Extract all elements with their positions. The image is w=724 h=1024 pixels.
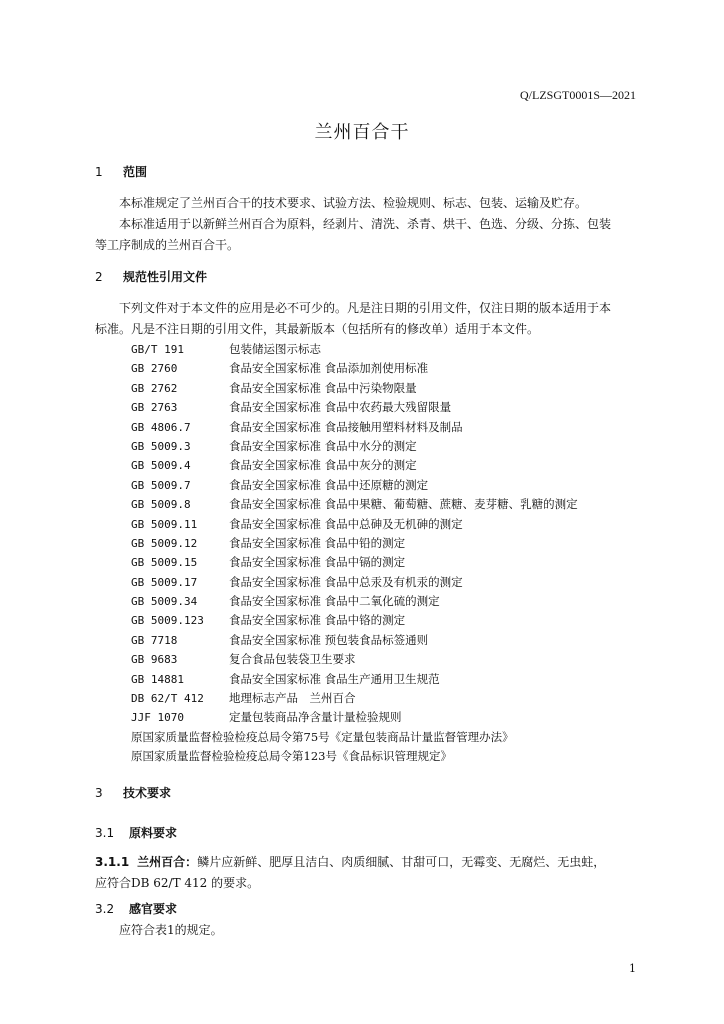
reference-title: 食品安全国家标准 食品中灰分的测定 <box>229 458 417 473</box>
section-number: 3.2 <box>95 902 115 916</box>
reference-code: GB 2760 <box>131 362 178 376</box>
reference-title: 原国家质量监督检验检疫总局令第123号《食品标识管理规定》 <box>131 749 452 764</box>
section-3-1-heading <box>95 824 177 841</box>
document-title: 兰州百合干 <box>314 122 410 143</box>
reference-title: 食品安全国家标准 食品中污染物限量 <box>229 380 417 395</box>
reference-code: GB 2762 <box>131 381 178 395</box>
section-2-intro <box>95 298 640 340</box>
clause-text: 鳞片应新鲜、肥厚且洁白、肉质细腻、甘甜可口，无霉变、无腐烂、无虫蛀， <box>197 855 606 869</box>
section-title: 技术要求 <box>123 786 172 800</box>
section-title: 范围 <box>123 165 148 179</box>
reference-item <box>131 359 578 378</box>
clause-term: 兰州百合： <box>137 855 198 869</box>
reference-code: GB/T 191 <box>131 343 184 356</box>
reference-title: 食品安全国家标准 食品中铬的测定 <box>229 613 406 628</box>
reference-title: 食品安全国家标准 食品中还原糖的测定 <box>229 477 429 492</box>
reference-item <box>131 670 578 689</box>
reference-title: 包装储运图示标志 <box>229 342 321 356</box>
section-3-2-heading <box>95 900 177 917</box>
normative-reference-list <box>131 340 578 767</box>
clause-number: 3.1.1 <box>95 855 130 869</box>
standard-code: Q/LZSGT0001S—2021 <box>519 88 636 102</box>
paragraph-continuation: 标准。凡是不注日期的引用文件，其最新版本（包括所有的修改单）适用于本文件。 <box>95 322 540 336</box>
reference-title: 食品安全国家标准 食品中铅的测定 <box>229 535 406 550</box>
reference-title: 食品安全国家标准 食品生产通用卫生规范 <box>229 671 440 686</box>
reference-title: 食品安全国家标准 食品中二氧化硫的测定 <box>229 594 440 609</box>
paragraph: 下列文件对于本文件的应用是必不可少的。凡是注日期的引用文件，仅注日期的版本适用于本 <box>119 301 612 315</box>
reference-title: 原国家质量监督检验检疫总局令第75号《定量包装商品计量监督管理办法》 <box>131 729 514 744</box>
section-title: 原料要求 <box>129 826 178 840</box>
reference-item <box>131 592 578 611</box>
reference-title: 食品安全国家标准 食品接触用塑料材料及制品 <box>229 419 463 434</box>
paragraph: 本标准规定了兰州百合干的技术要求、试验方法、检验规则、标志、包装、运输及贮存。 <box>119 196 588 210</box>
page-number: 1 <box>629 962 636 975</box>
reference-item <box>131 611 578 630</box>
reference-item <box>131 379 578 398</box>
reference-title: 食品安全国家标准 食品中农药最大残留限量 <box>229 400 452 415</box>
reference-title: 食品安全国家标准 食品中果糖、葡萄糖、蔗糖、麦芽糖、乳糖的测定 <box>229 497 578 512</box>
reference-item <box>131 728 578 747</box>
reference-title: 定量包装商品净含量计量检验规则 <box>229 710 402 725</box>
reference-item <box>131 573 578 592</box>
reference-title: 食品安全国家标准 食品中总汞及有机汞的测定 <box>229 574 463 589</box>
reference-code: GB 5009.11 <box>131 517 198 531</box>
reference-title: 食品安全国家标准 食品中镉的测定 <box>229 555 406 570</box>
reference-item <box>131 456 578 475</box>
reference-item <box>131 340 578 359</box>
reference-item <box>131 689 578 708</box>
reference-code: GB 9683 <box>131 653 178 667</box>
section-3-heading <box>95 784 171 801</box>
section-2-heading <box>95 268 207 285</box>
reference-code: GB 5009.12 <box>131 536 198 550</box>
reference-code: GB 5009.15 <box>131 556 198 570</box>
paragraph-continuation: 等工序制成的兰州百合干。 <box>95 238 240 252</box>
reference-title: 食品安全国家标准 预包装食品标签通则 <box>229 632 429 647</box>
reference-code: GB 5009.123 <box>131 614 204 628</box>
section-number: 3 <box>95 786 103 800</box>
section-title: 感官要求 <box>129 902 178 916</box>
reference-code: DB 62/T 412 <box>131 692 204 706</box>
reference-code: GB 14881 <box>131 672 184 686</box>
reference-item <box>131 418 578 437</box>
section-1-body <box>95 193 640 256</box>
paragraph: 本标准适用于以新鲜兰州百合为原料，经剥片、清洗、杀青、烘干、色选、分级、分拣、包装 <box>119 217 612 231</box>
reference-title: 食品安全国家标准 食品中水分的测定 <box>229 438 417 453</box>
clause-text-continuation: 应符合DB 62/T 412 的要求。 <box>95 876 260 890</box>
reference-code: GB 4806.7 <box>131 420 191 434</box>
clause-3-1-1 <box>95 852 640 894</box>
reference-title: 食品安全国家标准 食品中总砷及无机砷的测定 <box>229 516 463 531</box>
reference-item <box>131 747 578 766</box>
reference-item <box>131 631 578 650</box>
section-number: 1 <box>95 165 103 179</box>
reference-code: GB 7718 <box>131 633 178 647</box>
reference-item <box>131 708 578 727</box>
reference-title: 食品安全国家标准 食品添加剂使用标准 <box>229 361 429 376</box>
reference-code: GB 5009.3 <box>131 439 191 453</box>
reference-item <box>131 553 578 572</box>
section-1-heading <box>95 163 147 180</box>
reference-item <box>131 476 578 495</box>
section-number: 3.1 <box>95 826 115 840</box>
reference-item <box>131 437 578 456</box>
reference-title: 地理标志产品 兰州百合 <box>229 691 356 706</box>
section-title: 规范性引用文件 <box>123 270 208 284</box>
paragraph: 应符合表1的规定。 <box>119 923 223 937</box>
clause-3-2-text <box>95 920 640 941</box>
section-number: 2 <box>95 270 103 284</box>
reference-code: GB 5009.7 <box>131 478 191 492</box>
reference-code: GB 2763 <box>131 401 178 415</box>
reference-item <box>131 515 578 534</box>
reference-code: JJF 1070 <box>131 711 184 725</box>
reference-code: GB 5009.17 <box>131 575 198 589</box>
reference-code: GB 5009.8 <box>131 498 191 512</box>
reference-item <box>131 495 578 514</box>
reference-item <box>131 398 578 417</box>
reference-item <box>131 650 578 669</box>
reference-item <box>131 534 578 553</box>
reference-title: 复合食品包装袋卫生要求 <box>229 652 356 667</box>
reference-code: GB 5009.4 <box>131 459 191 473</box>
reference-code: GB 5009.34 <box>131 595 198 609</box>
